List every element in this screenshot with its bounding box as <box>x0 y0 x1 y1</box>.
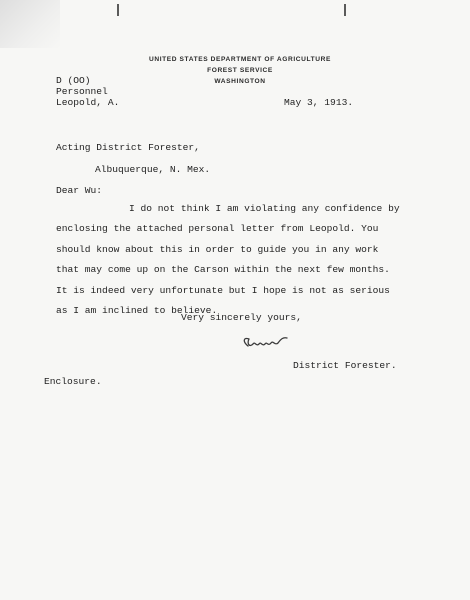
handwritten-signature <box>238 331 298 355</box>
body-line: should know about this in order to guide you in any work <box>56 244 379 255</box>
enclosure-note: Enclosure. <box>44 376 102 387</box>
closing: Very sincerely yours, <box>181 312 302 323</box>
signature-title: District Forester. <box>293 360 397 371</box>
body-line: I do not think I am violating any confidence by <box>129 203 400 214</box>
hole-punch-mark-right <box>344 4 346 16</box>
recipient-location: Albuquerque, N. Mex. <box>95 164 211 175</box>
letterhead-city: WASHINGTON <box>214 78 266 85</box>
salutation: Dear Wu: <box>56 185 103 196</box>
body-line: It is indeed very unfortunate but I hope is not as serious <box>56 285 390 296</box>
file-category: Personnel <box>56 86 108 97</box>
recipient-title: Acting District Forester, <box>56 142 200 153</box>
body-line: enclosing the attached personal letter from Leopold. You <box>56 223 379 234</box>
file-subject: Leopold, A. <box>56 97 120 108</box>
file-code: D (OO) <box>56 75 91 86</box>
letterhead-service: FOREST SERVICE <box>207 67 273 74</box>
letterhead-department: UNITED STATES DEPARTMENT OF AGRICULTURE <box>148 56 331 63</box>
hole-punch-mark-left <box>117 4 119 16</box>
body-line: as I am inclined to believe. <box>56 305 218 316</box>
letter-date: May 3, 1913. <box>284 97 354 108</box>
body-line: that may come up on the Carson within the next few months. <box>56 264 390 275</box>
